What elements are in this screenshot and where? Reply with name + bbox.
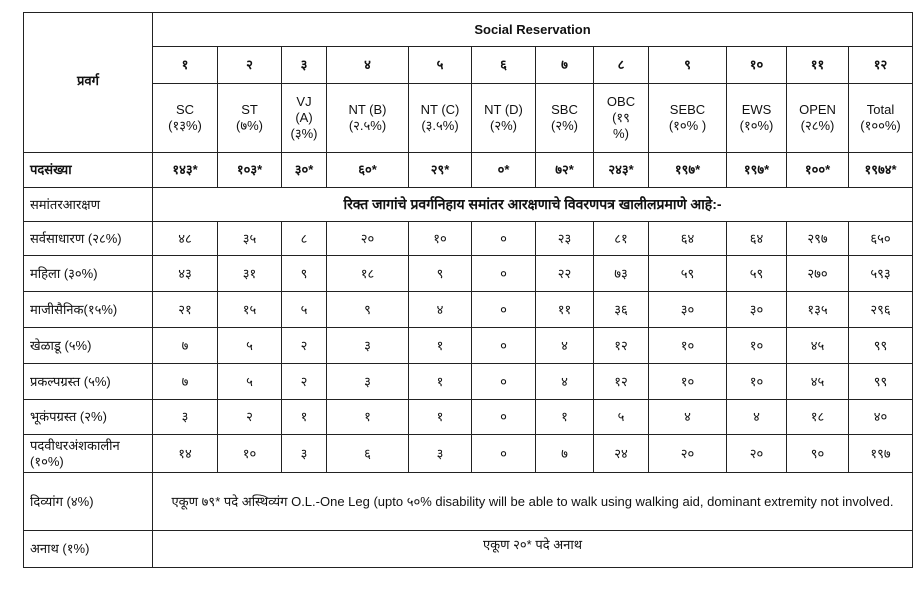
category-line: VJ: [296, 94, 312, 109]
row-value: १८: [327, 256, 409, 292]
category-header-label: प्रवर्ग: [77, 73, 99, 88]
row-value: १४: [153, 435, 218, 473]
row-value: १०: [727, 328, 787, 364]
parallel-reservation-label: समांतरआरक्षण: [24, 188, 153, 222]
column-number-row: [24, 47, 913, 84]
post-count-value: १९७*: [649, 153, 727, 188]
category-line: EWS: [741, 102, 772, 117]
category-row: [24, 84, 913, 153]
row-value: २९६: [849, 292, 913, 328]
row-value: ५९: [727, 256, 787, 292]
row-label: खेळाडू (५%): [24, 328, 153, 364]
social-reservation-title: Social Reservation: [153, 13, 913, 47]
row-value: ४५: [787, 328, 849, 364]
row-value: ४: [536, 364, 594, 400]
row-value: २३: [536, 222, 594, 256]
category-line: (२.५%): [348, 118, 387, 133]
category-line: (२%): [551, 118, 578, 133]
row-value: १०: [218, 435, 282, 473]
row-value: २: [282, 364, 327, 400]
row-value: ०: [472, 292, 536, 328]
row-value: ६: [327, 435, 409, 473]
table-row: [24, 222, 913, 256]
row-value: ०: [472, 400, 536, 435]
row-value: ५: [218, 364, 282, 400]
row-value: २: [218, 400, 282, 435]
category-line: NT (B): [348, 102, 387, 117]
row-value: ९: [282, 256, 327, 292]
category-header-cell: [24, 13, 153, 153]
post-count-value: ७२*: [536, 153, 594, 188]
row-value: ३: [153, 400, 218, 435]
row-value: १०: [649, 364, 727, 400]
row-value: १८: [787, 400, 849, 435]
row-value: ७: [153, 364, 218, 400]
row-value: ०: [472, 256, 536, 292]
category-line: OBC: [606, 94, 636, 109]
row-value: २९७: [787, 222, 849, 256]
category-cell-5: [409, 84, 472, 153]
row-value: २०: [327, 222, 409, 256]
category-cell-3: [282, 84, 327, 153]
category-cell-2: [218, 84, 282, 153]
row-value: ३०: [727, 292, 787, 328]
category-line: (१९: [612, 110, 630, 125]
column-number-10: १०: [727, 47, 787, 84]
row-value: १९७: [849, 435, 913, 473]
row-value: ४३: [153, 256, 218, 292]
post-count-value: २९*: [409, 153, 472, 188]
row-value: ९९: [849, 328, 913, 364]
table-row: [24, 292, 913, 328]
category-line: (२%): [490, 118, 517, 133]
row-value: ४: [649, 400, 727, 435]
orphan-text: एकूण २०* पदे अनाथ: [153, 531, 913, 568]
row-value: २०: [649, 435, 727, 473]
category-cell-4: [327, 84, 409, 153]
category-line: (३%): [290, 126, 318, 141]
column-number-7: ७: [536, 47, 594, 84]
row-value: १२: [594, 328, 649, 364]
category-cell-11: [787, 84, 849, 153]
table-row: [24, 364, 913, 400]
row-value: १: [409, 364, 472, 400]
row-value: ४: [727, 400, 787, 435]
disabled-row: [24, 473, 913, 531]
category-line: NT (C): [420, 102, 460, 117]
row-value: ११: [536, 292, 594, 328]
table-row: [24, 435, 913, 473]
category-line: (१०%): [739, 118, 774, 133]
column-number-6: ६: [472, 47, 536, 84]
row-value: ३५: [218, 222, 282, 256]
row-value: ०: [472, 364, 536, 400]
row-value: १: [409, 400, 472, 435]
row-label: प्रकल्पग्रस्त (५%): [24, 364, 153, 400]
category-line: ST: [241, 102, 258, 117]
parallel-reservation-row: [24, 188, 913, 222]
category-line: (७%): [236, 118, 263, 133]
category-line: NT (D): [484, 102, 523, 117]
row-value: ३: [327, 364, 409, 400]
row-value: ४८: [153, 222, 218, 256]
post-count-label: पदसंख्या: [24, 153, 153, 188]
disabled-label: दिव्यांग (४%): [24, 473, 153, 531]
row-label: भूकंपग्रस्त (२%): [24, 400, 153, 435]
row-value: ६५०: [849, 222, 913, 256]
column-number-11: ११: [787, 47, 849, 84]
table-row: [24, 256, 913, 292]
row-value: ०: [472, 328, 536, 364]
row-value: २४: [594, 435, 649, 473]
disabled-text: एकूण ७९* पदे अस्थिव्यंग O.L.-One Leg (upto ५०% disability will be able to walk using walking aid, dominant extremity not involved.: [153, 473, 913, 531]
row-value: ७: [536, 435, 594, 473]
category-line: (A): [295, 110, 313, 125]
column-number-12: १२: [849, 47, 913, 84]
row-value: ०: [472, 435, 536, 473]
category-cell-1: [153, 84, 218, 153]
column-number-3: ३: [282, 47, 327, 84]
category-line: SEBC: [669, 102, 706, 117]
category-line: (१३%): [168, 118, 202, 133]
post-count-value: १९७*: [727, 153, 787, 188]
row-value: १५: [218, 292, 282, 328]
post-count-value: ०*: [472, 153, 536, 188]
row-value: ६४: [727, 222, 787, 256]
category-cell-10: [727, 84, 787, 153]
row-value: ०: [472, 222, 536, 256]
column-number-5: ५: [409, 47, 472, 84]
post-count-value: १४३*: [153, 153, 218, 188]
row-value: ७३: [594, 256, 649, 292]
post-count-value: २४३*: [594, 153, 649, 188]
table-row: [24, 400, 913, 435]
post-count-value: ३०*: [282, 153, 327, 188]
row-value: ९०: [787, 435, 849, 473]
row-value: ५९: [649, 256, 727, 292]
row-label: पदवीधरअंशकालीन (१०%): [24, 435, 153, 473]
row-value: २७०: [787, 256, 849, 292]
post-count-value: ६०*: [327, 153, 409, 188]
category-line: (२८%): [800, 118, 835, 133]
row-value: ३१: [218, 256, 282, 292]
row-value: १०: [727, 364, 787, 400]
column-number-1: १: [153, 47, 218, 84]
category-line: SBC: [551, 102, 578, 117]
table-row: [24, 328, 913, 364]
category-cell-9: [649, 84, 727, 153]
row-value: ७: [153, 328, 218, 364]
row-value: ३: [409, 435, 472, 473]
row-value: ५: [594, 400, 649, 435]
category-line: (१००%): [860, 118, 901, 133]
row-value: २: [282, 328, 327, 364]
row-value: ३: [282, 435, 327, 473]
row-value: ६४: [649, 222, 727, 256]
row-value: ५९३: [849, 256, 913, 292]
category-line: (१०% ): [668, 118, 707, 133]
row-value: ४: [536, 328, 594, 364]
row-label: माजीसैनिक(१५%): [24, 292, 153, 328]
row-value: ४५: [787, 364, 849, 400]
category-line: Total: [866, 102, 895, 117]
row-value: १: [282, 400, 327, 435]
row-value: १३५: [787, 292, 849, 328]
parallel-reservation-note: रिक्त जागांचे प्रवर्गनिहाय समांतर आरक्षणाचे विवरणपत्र खालीलप्रमाणे आहे:-: [153, 188, 913, 222]
row-value: ८१: [594, 222, 649, 256]
category-cell-12: [849, 84, 913, 153]
category-line: (३.५%): [421, 118, 459, 133]
orphan-label: अनाथ (१%): [24, 531, 153, 568]
post-count-row: [24, 153, 913, 188]
row-value: ५: [282, 292, 327, 328]
row-value: २०: [727, 435, 787, 473]
row-value: १०: [409, 222, 472, 256]
row-value: ४: [409, 292, 472, 328]
row-value: १: [409, 328, 472, 364]
row-value: १: [327, 400, 409, 435]
row-label: सर्वसाधारण (२८%): [24, 222, 153, 256]
row-label: महिला (३०%): [24, 256, 153, 292]
column-number-2: २: [218, 47, 282, 84]
row-value: ९९: [849, 364, 913, 400]
row-value: ४०: [849, 400, 913, 435]
category-line: SC: [175, 102, 195, 117]
category-cell-6: [472, 84, 536, 153]
column-number-8: ८: [594, 47, 649, 84]
row-value: १२: [594, 364, 649, 400]
row-value: ५: [218, 328, 282, 364]
category-cell-8: [594, 84, 649, 153]
row-value: २१: [153, 292, 218, 328]
row-value: १: [536, 400, 594, 435]
category-line: OPEN: [799, 102, 836, 117]
post-count-value: १००*: [787, 153, 849, 188]
column-number-4: ४: [327, 47, 409, 84]
category-cell-7: [536, 84, 594, 153]
row-value: १०: [649, 328, 727, 364]
row-value: २२: [536, 256, 594, 292]
column-number-9: ९: [649, 47, 727, 84]
row-value: ३: [327, 328, 409, 364]
row-value: ३६: [594, 292, 649, 328]
orphan-row: [24, 531, 913, 568]
post-count-value: १०३*: [218, 153, 282, 188]
row-value: ८: [282, 222, 327, 256]
row-value: ९: [409, 256, 472, 292]
category-line: %): [613, 126, 629, 141]
social-reservation-table: [23, 12, 913, 568]
post-count-value: १९७४*: [849, 153, 913, 188]
row-value: ३०: [649, 292, 727, 328]
row-value: ९: [327, 292, 409, 328]
